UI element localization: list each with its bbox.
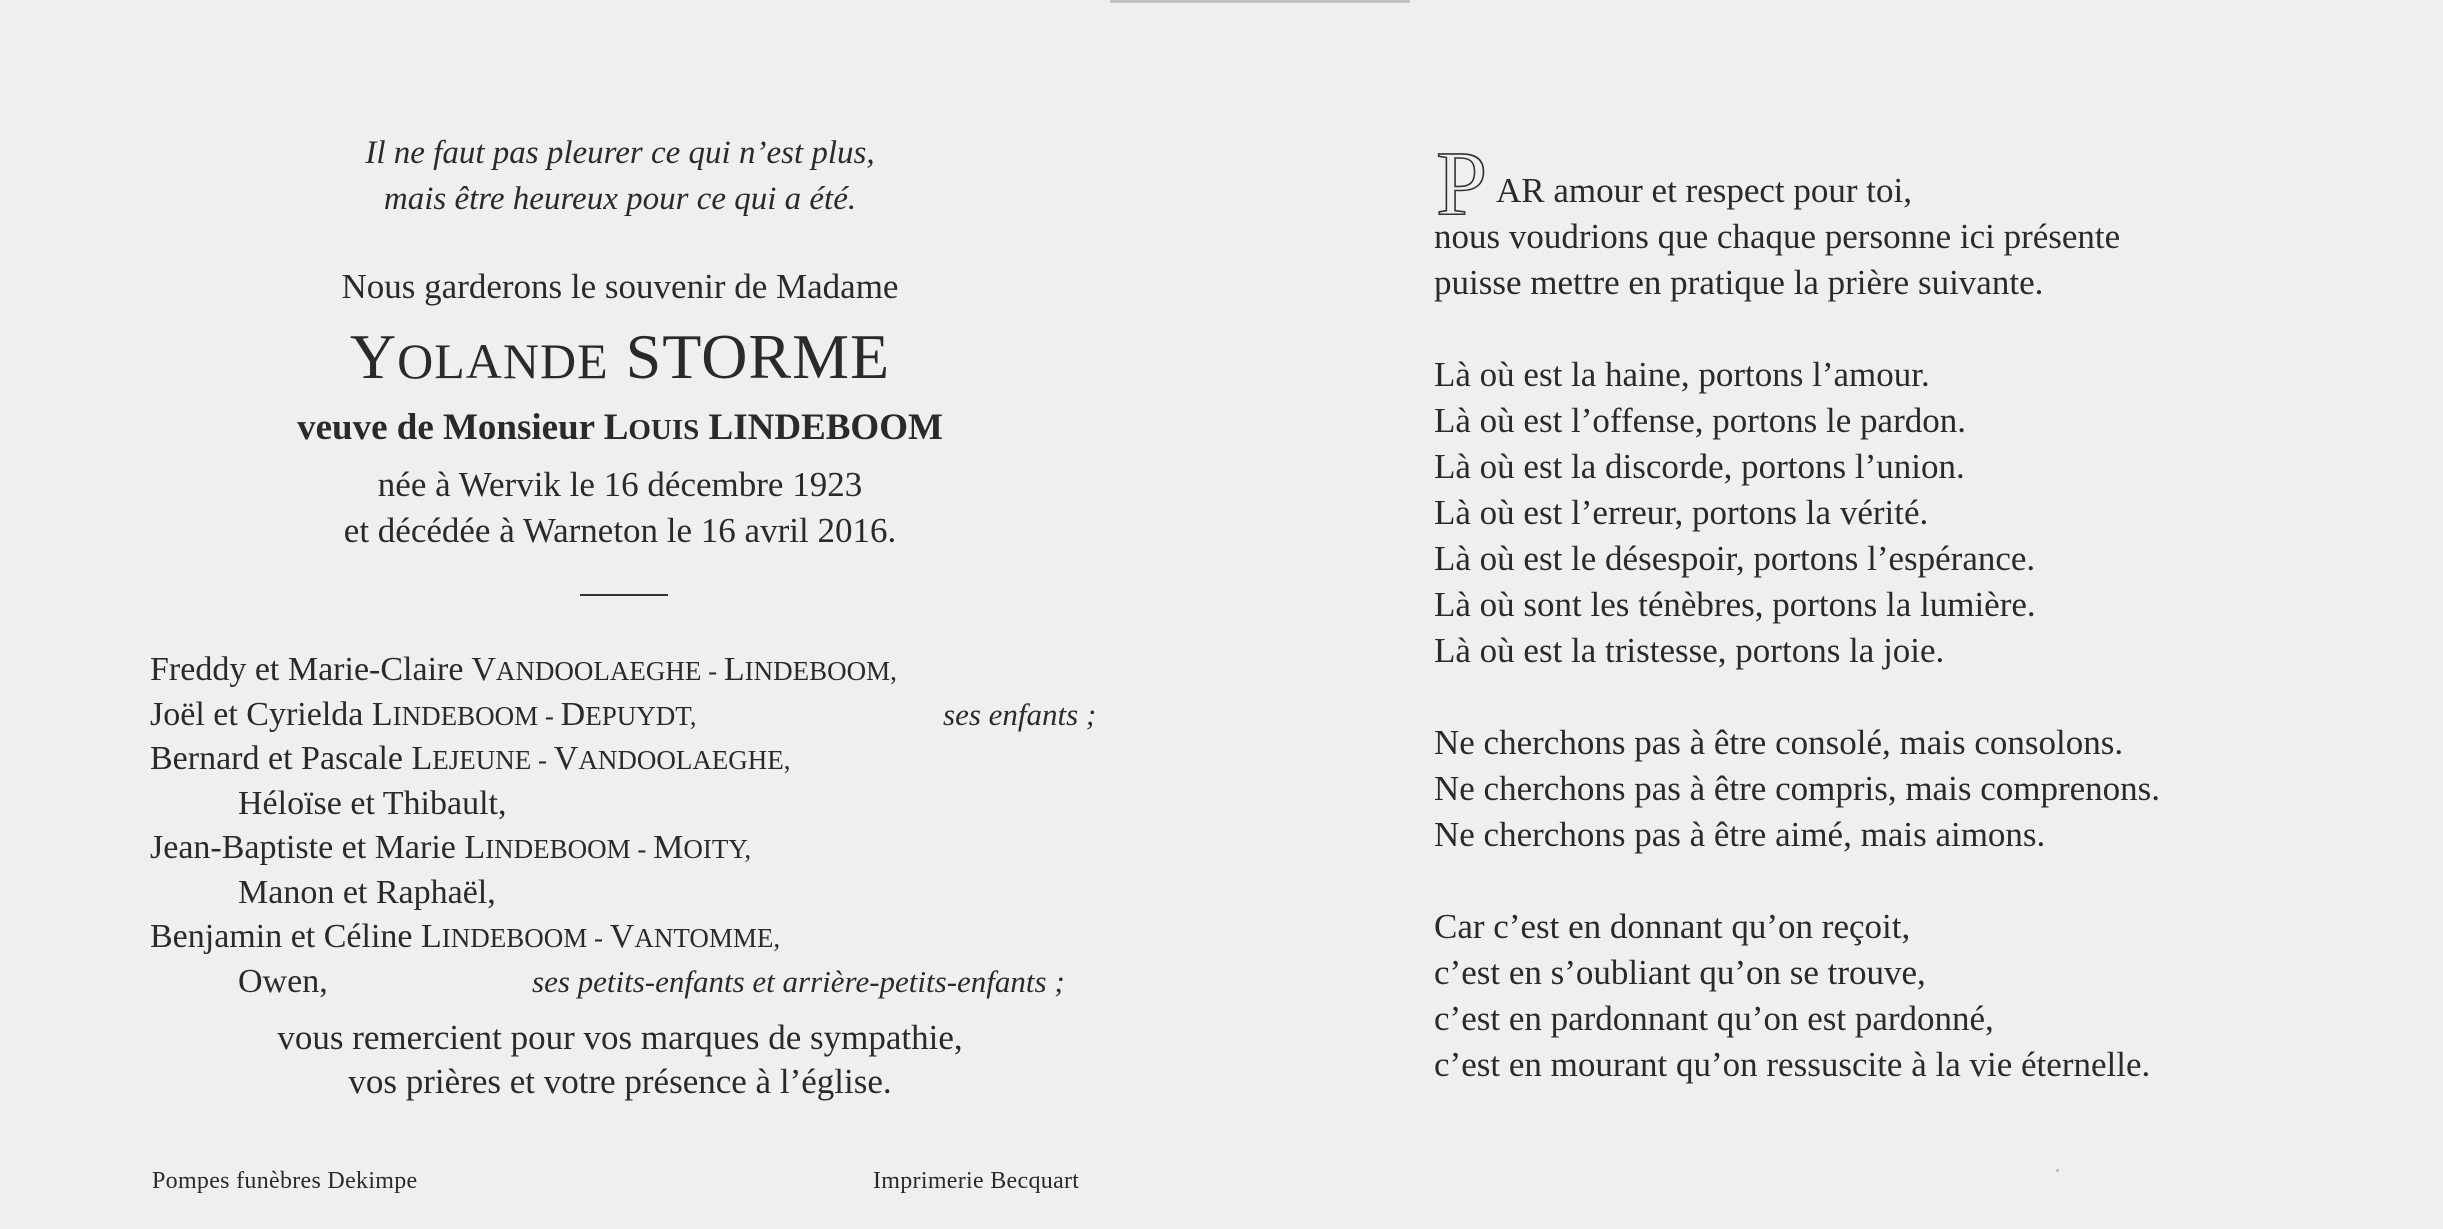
prayer-line: Là où est le désespoir, portons l’espérance. (1434, 539, 2036, 578)
surname-initial: D (560, 695, 586, 733)
family-row (150, 915, 1110, 960)
children-note: ses enfants ; (943, 696, 1097, 732)
spouse-first-rest: OUIS (628, 414, 700, 446)
last-name: STORME (625, 321, 891, 392)
prayer-line: Là où est la discorde, portons l’union. (1434, 447, 1965, 486)
prayer-line: c’est en s’oubliant qu’on se trouve, (1434, 953, 1926, 992)
surname-rest: ANDOOLAEGHE, (578, 745, 791, 775)
first-line-rest: AR amour et respect pour toi, (1496, 171, 1913, 210)
prayer-line: Là où est l’erreur, portons la vérité. (1434, 493, 1929, 532)
prayer-line: puisse mettre en pratique la prière suivante. (1434, 263, 2044, 302)
spouse-last-name: LINDEBOOM (708, 407, 943, 448)
family-list (150, 648, 1110, 1004)
family-row (150, 737, 1110, 782)
surname-rest: INDEBOOM - (392, 700, 561, 731)
family-row (150, 826, 1110, 871)
surname-initial: L (411, 740, 433, 777)
family-row (150, 871, 1110, 916)
prayer-line: Là où est l’offense, portons le pardon. (1434, 401, 1966, 440)
family-names: Joël et Cyrielda (150, 695, 372, 733)
prayer-line: Ne cherchons pas à être aimé, mais aimons. (1434, 815, 2046, 854)
prayer-line: nous voudrions que chaque personne ici présente (1434, 217, 2121, 256)
surname-initial: L (421, 918, 442, 955)
surname-rest: ANDOOLAEGHE - (495, 656, 724, 686)
thanks-line: vous remercient pour vos marques de sympathie, (277, 1018, 963, 1057)
prayer-stanza (1434, 720, 2394, 858)
widow-line (150, 400, 1090, 458)
surname-initial: M (653, 829, 684, 866)
birth-line: née à Wervik le 16 décembre 1923 (377, 465, 863, 504)
epigraph (150, 130, 1090, 222)
surname-initial: L (464, 829, 486, 866)
surname-initial: L (723, 651, 745, 688)
grandchildren-note: ses petits-enfants et arrière-petits-enfants ; (532, 963, 1065, 999)
surname-initial: V (471, 651, 496, 688)
prayer-line: Ne cherchons pas à être consolé, mais consolons. (1434, 723, 2124, 762)
family-row (150, 960, 1110, 1005)
prayer-stanza (1434, 352, 2394, 674)
surname-rest: EPUYDT, (585, 700, 697, 731)
divider (580, 594, 668, 596)
funeral-home-credit: Pompes funèbres Dekimpe (152, 1168, 418, 1194)
thanks (150, 1016, 1090, 1104)
first-name-initial: Y (349, 321, 398, 392)
prayer-line: Là où est la haine, portons l’amour. (1434, 355, 1930, 394)
dropcap-letter: P (1436, 144, 1488, 218)
surname-rest: INDEBOOM - (485, 834, 654, 864)
family-row (150, 648, 1110, 693)
surname-initial: V (553, 740, 579, 777)
family-names: Freddy et Marie-Claire (150, 651, 472, 688)
prayer-intro (1434, 140, 2394, 306)
prayer-line (1434, 140, 2394, 218)
prayer-line: c’est en mourant qu’on ressuscite à la vie éternelle. (1434, 1045, 2151, 1084)
epigraph-line: mais être heureux pour ce qui a été. (383, 181, 857, 217)
epigraph-line: Il ne faut pas pleurer ce qui n’est plus, (365, 135, 875, 171)
widow-prefix: veuve de Monsieur (297, 407, 595, 448)
family-names: Bernard et Pascale (150, 740, 412, 777)
fold-shadow (1110, 0, 1410, 3)
intro-text: Nous garderons le souvenir de Madame (341, 267, 899, 306)
surname-initial: V (609, 918, 635, 955)
prayer-line: Car c’est en donnant qu’on reçoit, (1434, 907, 1911, 946)
family-names: Owen, (238, 962, 328, 1000)
first-name-rest: OLANDE (397, 333, 609, 389)
surname-rest: EJEUNE - (432, 745, 554, 775)
family-names: Héloïse et Thibault, (238, 784, 507, 822)
prayer-line: c’est en pardonnant qu’on est pardonné, (1434, 999, 1994, 1038)
spouse-first-initial: L (603, 407, 629, 448)
surname-rest: INDEBOOM - (441, 923, 610, 953)
surname-rest: OITY, (683, 834, 752, 864)
family-row (150, 782, 1110, 827)
family-names: Benjamin et Céline (150, 918, 421, 955)
dropcap (1434, 144, 1492, 218)
deceased-name (150, 318, 1090, 400)
prayer-line: Là où est la tristesse, portons la joie. (1434, 631, 1945, 670)
death-line: et décédée à Warneton le 16 avril 2016. (343, 511, 897, 550)
paper-speck (2056, 1169, 2059, 1172)
family-names: Manon et Raphaël, (238, 873, 496, 911)
dates (150, 462, 1090, 554)
family-row (150, 693, 1110, 738)
right-panel (1434, 140, 2394, 1134)
surname-rest: INDEBOOM, (744, 656, 897, 686)
prayer-line: Ne cherchons pas à être compris, mais comprenons. (1434, 769, 2161, 808)
left-panel (150, 130, 1110, 1104)
surname-initial: L (371, 695, 393, 733)
family-names: Jean-Baptiste et Marie (150, 829, 465, 866)
thanks-line: vos prières et votre présence à l’église. (348, 1062, 892, 1101)
surname-rest: ANTOMME, (634, 923, 781, 953)
prayer-line: Là où sont les ténèbres, portons la lumière. (1434, 585, 2036, 624)
dropcap-glyph (1434, 144, 1492, 218)
prayer-stanza (1434, 904, 2394, 1088)
printer-credit: Imprimerie Becquart (873, 1168, 1080, 1194)
